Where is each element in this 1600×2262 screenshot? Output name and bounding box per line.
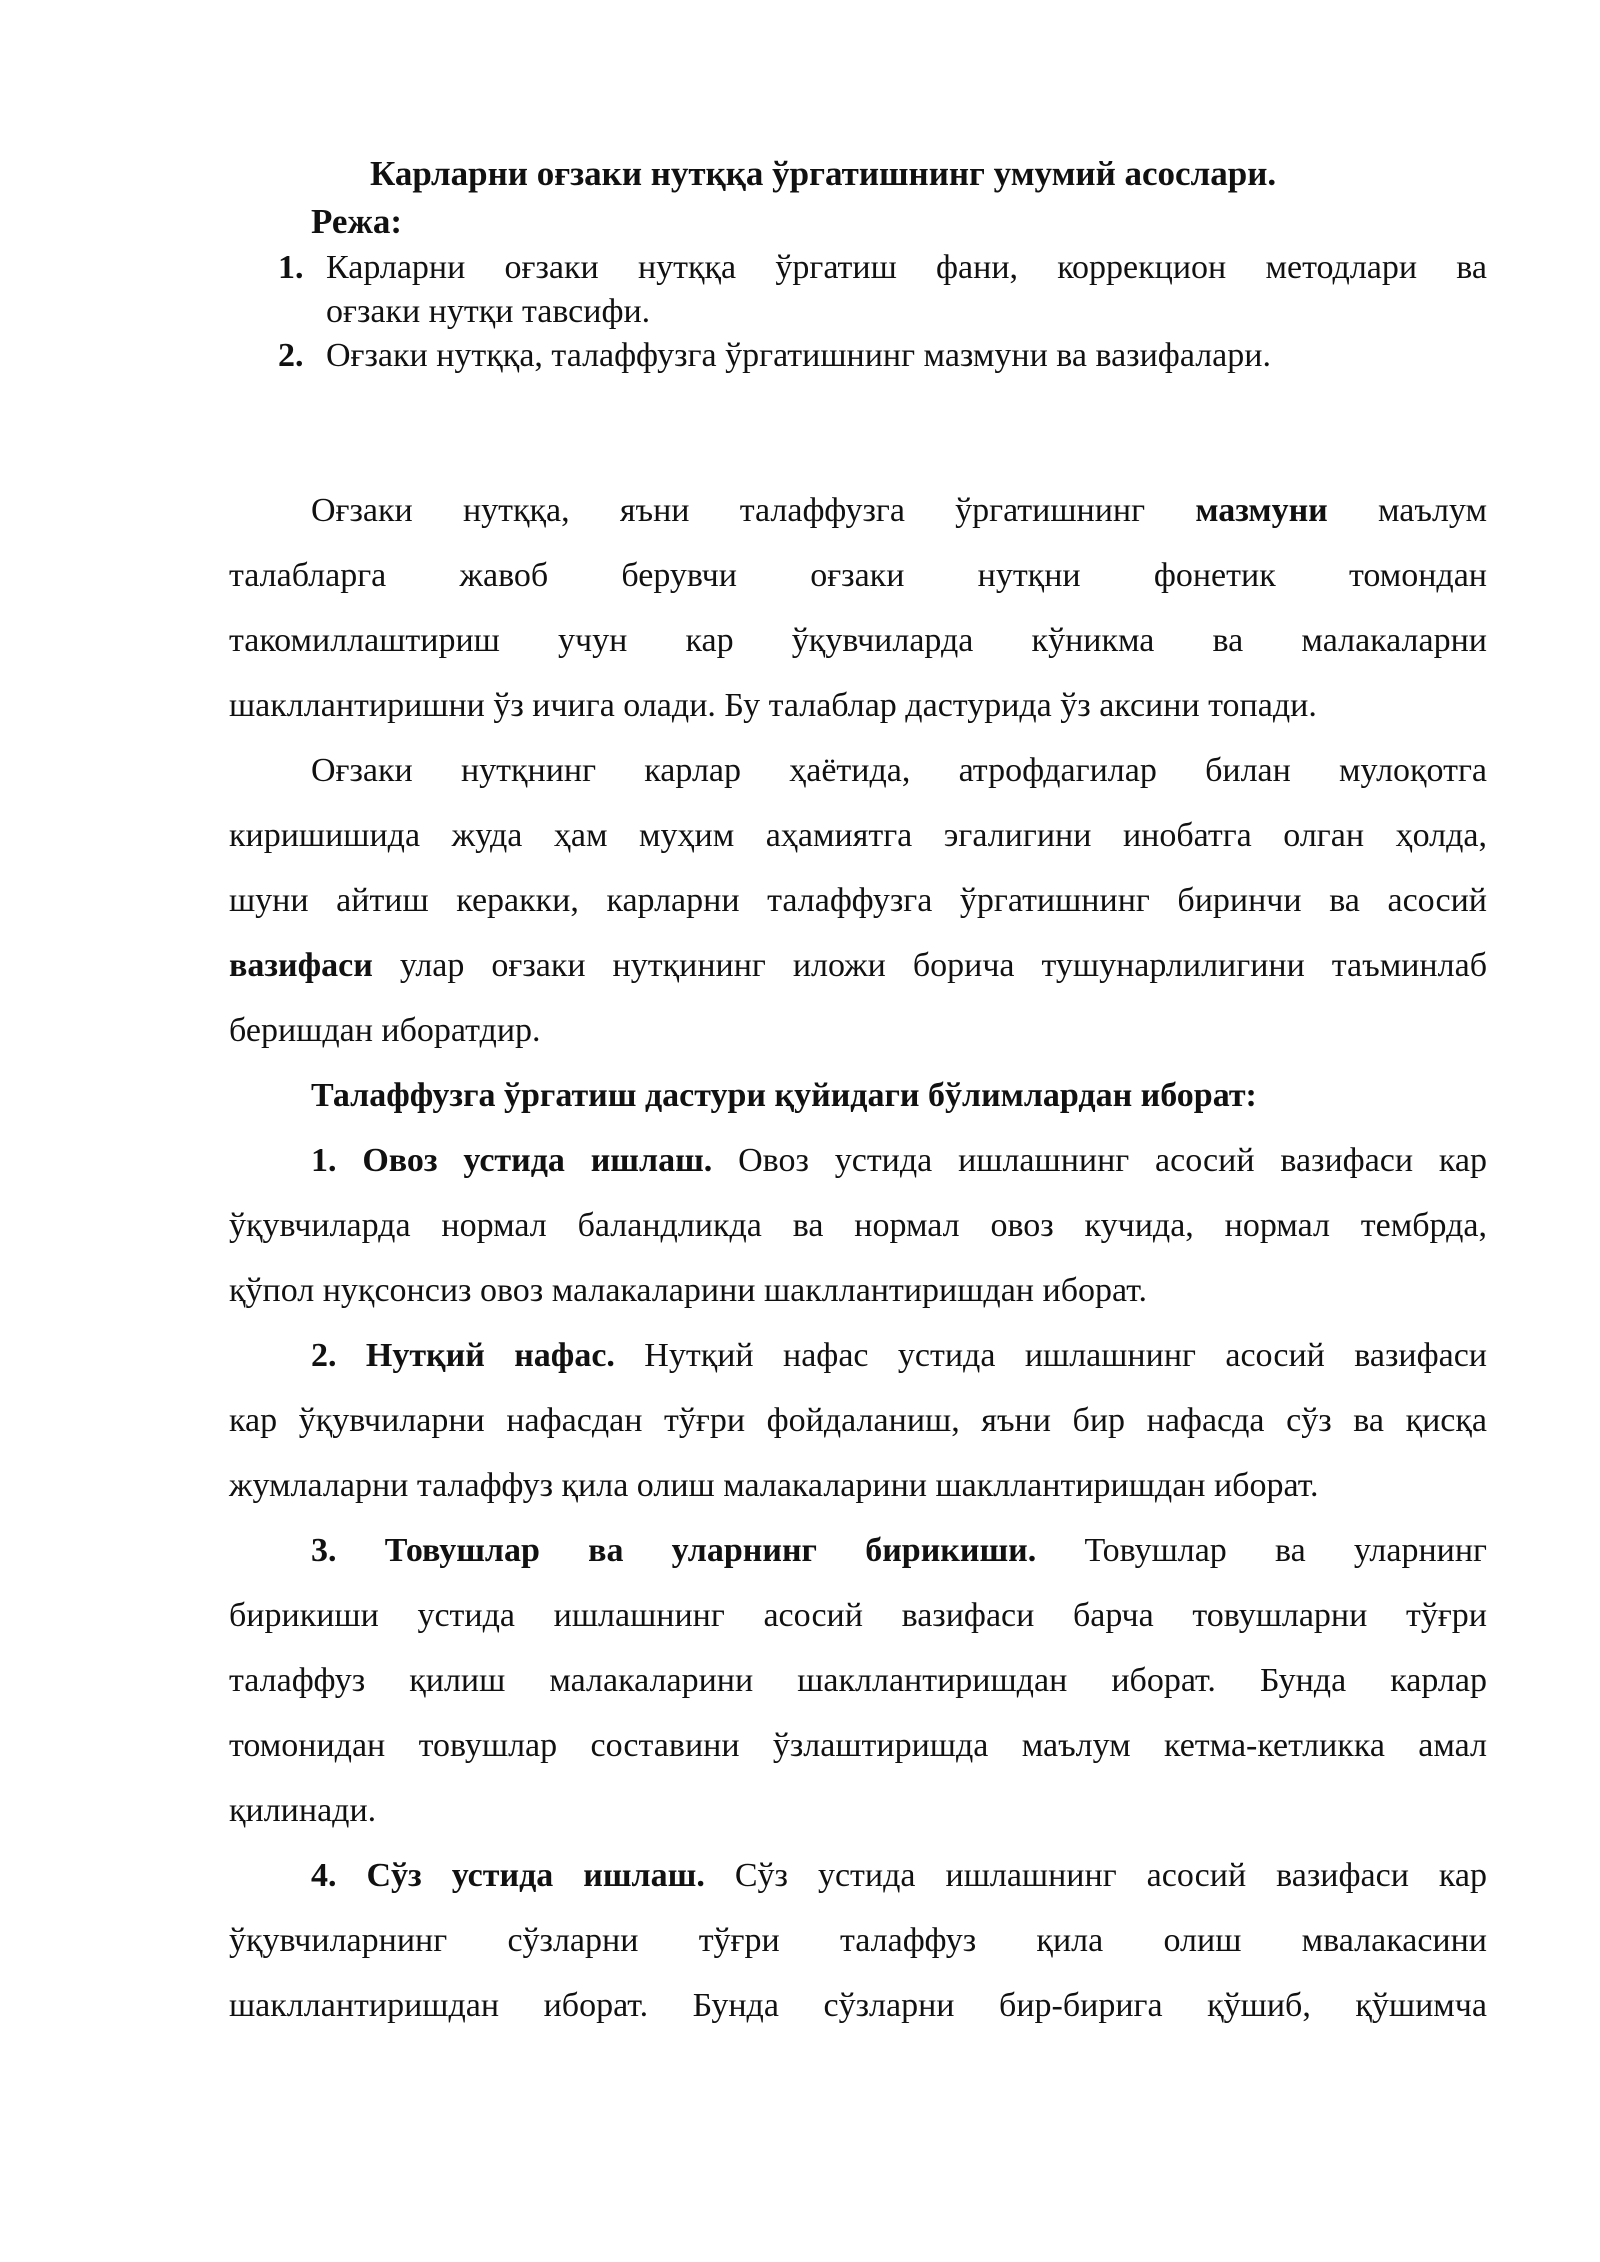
plan-item-number: 2. — [278, 337, 304, 374]
paragraph-line: бирикиши устида ишлашнинг асосий вазифаси барча товушларни тўғри — [229, 1597, 1487, 1634]
bold-term: вазифаси — [229, 947, 373, 984]
paragraph-line — [229, 1323, 1487, 1388]
plan-item-number: 1. — [278, 249, 304, 286]
spacer — [229, 378, 1487, 478]
paragraph-line: томонидан товушлар составини ўзлаштиришда маълум кетма-кетликка амал — [229, 1727, 1487, 1764]
paragraph-line: қўпол нуқсонсиз овоз малакаларини шакллантиришдан иборат. — [229, 1272, 1147, 1309]
paragraph-line — [229, 933, 1487, 998]
text-run: Нутқий нафас устида ишлашнинг асосий вазифаси — [614, 1337, 1487, 1374]
section-title: 4. Сўз устида ишлаш. — [311, 1857, 705, 1894]
paragraph-line: талаффуз қилиш малакаларини шакллантиришдан иборат. Бунда карлар — [229, 1662, 1487, 1699]
bold-term: мазмуни — [1195, 492, 1328, 529]
paragraph-line — [229, 1128, 1487, 1193]
plan-item-text: Карларни оғзаки нутққа ўргатиш фани, коррекцион методлари ва — [326, 249, 1487, 286]
paragraph-line: кар ўқувчиларни нафасдан тўғри фойдаланиш, яъни бир нафасда сўз ва қисқа — [229, 1402, 1487, 1439]
paragraph-line: киришишида жуда ҳам муҳим аҳамиятга эгалигини инобатга олган ҳолда, — [229, 817, 1487, 854]
paragraph-line: такомиллаштириш учун кар ўқувчиларда кўникма ва малакаларни — [229, 622, 1487, 659]
paragraph-line — [229, 478, 1487, 543]
paragraph-line: шуни айтиш керакки, карларни талаффузга ўргатишнинг биринчи ва асосий — [229, 882, 1487, 919]
paragraph-line: ўқувчиларда нормал баландликда ва нормал овоз кучида, нормал тембрда, — [229, 1207, 1487, 1244]
section-title: 2. Нутқий нафас. — [311, 1337, 615, 1374]
plan-list — [229, 246, 1487, 378]
text-run: Товушлар ва уларнинг — [1036, 1532, 1487, 1569]
paragraph-line: Оғзаки нутқнинг карлар ҳаётида, атрофдагилар билан мулоқотга — [311, 752, 1487, 789]
plan-item-text: Оғзаки нутққа, талаффузга ўргатишнинг мазмуни ва вазифалари. — [326, 337, 1271, 374]
plan-label: Режа: — [311, 202, 402, 241]
paragraph-line — [229, 1518, 1487, 1583]
section-title: 1. Овоз устида ишлаш. — [311, 1142, 713, 1179]
paragraph-line: шакллантиришдан иборат. Бунда сўзларни бир-бирига қўшиб, қўшимча — [229, 1987, 1487, 2024]
plan-item-1 — [229, 246, 1487, 334]
plan-item-2 — [229, 334, 1487, 378]
text-run: Сўз устида ишлашнинг асосий вазифаси кар — [704, 1857, 1487, 1894]
document-title: Карларни оғзаки нутққа ўргатишнинг умумий асослари. — [370, 154, 1277, 193]
text-run: маълум — [1327, 492, 1487, 529]
text-run: Оғзаки нутққа, яъни талаффузга ўргатишнинг — [311, 492, 1196, 529]
paragraph-line: қилинади. — [229, 1792, 377, 1829]
document-page — [229, 150, 1487, 2038]
paragraph-line: шакллантиришни ўз ичига олади. Бу талаблар дастурида ўз аксини топади. — [229, 687, 1317, 724]
paragraph-line — [229, 1843, 1487, 1908]
plan-item-text-cont: оғзаки нутқи тавсифи. — [326, 293, 651, 330]
paragraph-content — [229, 478, 1487, 2038]
paragraph-line: беришдан иборатдир. — [229, 1012, 541, 1049]
text-run: Овоз устида ишлашнинг асосий вазифаси кар — [712, 1142, 1487, 1179]
text-run: улар оғзаки нутқининг иложи борича тушунарлилигини таъминлаб — [372, 947, 1487, 984]
paragraph-line: талабларга жавоб берувчи оғзаки нутқни фонетик томондан — [229, 557, 1487, 594]
paragraph-line: жумлаларни талаффуз қила олиш малакаларини шакллантиришдан иборат. — [229, 1467, 1319, 1504]
section-title: 3. Товушлар ва уларнинг бирикиши. — [311, 1532, 1037, 1569]
paragraph-line: ўқувчиларнинг сўзларни тўғри талаффуз қила олиш мвалакасини — [229, 1922, 1487, 1959]
section-heading: Талаффузга ўргатиш дастури қуйидаги бўлимлардан иборат: — [311, 1077, 1257, 1114]
